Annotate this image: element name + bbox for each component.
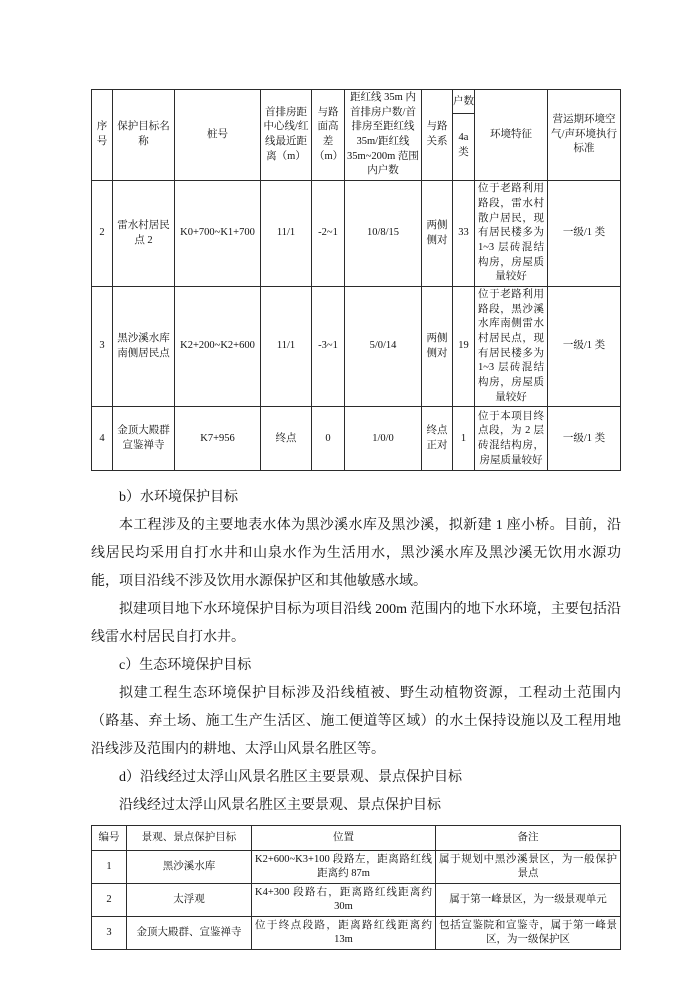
table-row bbox=[92, 884, 621, 917]
cell-stake: K0+700~K1+700 bbox=[175, 181, 261, 287]
header-seq: 序号 bbox=[92, 90, 113, 181]
cell-location: 位于终点段路，距离路红线距离约 13m bbox=[252, 917, 436, 950]
cell-location: K4+300 段路右，距离路红线距离约 30m bbox=[252, 884, 436, 917]
cell-location: K2+600~K3+100 段路左，距离路红线距离约 87m bbox=[252, 851, 436, 884]
cell-note: 属于第一峰景区，为一级景观单元 bbox=[436, 884, 621, 917]
header-target-name: 保护目标名称 bbox=[113, 90, 175, 181]
cell-seq: 1 bbox=[92, 851, 127, 884]
table-header-row bbox=[92, 826, 621, 851]
cell-seq: 3 bbox=[92, 917, 127, 950]
section-b-paragraph-2: 拟建项目地下水环境保护目标为项目沿线 200m 范围内的地下水环境，主要包括沿线雷水村居民自打水井。 bbox=[91, 602, 621, 646]
header-road-relation: 与路关系 bbox=[422, 90, 453, 181]
cell-households-detail: 10/8/15 bbox=[345, 181, 422, 287]
table-row bbox=[92, 851, 621, 884]
table-row bbox=[92, 286, 621, 407]
header-households-detail: 距红线 35m 内首排房户数/首排房至距红线 35m/距红线 35m~200m 范围内户数 bbox=[345, 90, 422, 181]
cell-stake: K2+200~K2+600 bbox=[175, 286, 261, 407]
cell-note: 包括宣鉴院和宣鉴寺，属于第一峰景区，为一级保护区 bbox=[436, 917, 621, 950]
cell-road-relation: 两侧侧对 bbox=[422, 181, 453, 287]
cell-standard: 一级/1 类 bbox=[548, 286, 621, 407]
cell-households-detail: 5/0/14 bbox=[345, 286, 422, 407]
table2-caption: 沿线经过太浮山风景名胜区主要景观、景点保护目标 bbox=[119, 798, 441, 814]
cell-first-row-distance: 11/1 bbox=[261, 286, 312, 407]
page-content bbox=[91, 89, 621, 950]
scenic-targets-table bbox=[91, 825, 621, 950]
cell-scenic-target: 金顶大殿群、宣鉴禅寺 bbox=[127, 917, 252, 950]
table-header-row bbox=[92, 90, 621, 181]
cell-target-name: 雷水村居民点 2 bbox=[113, 181, 175, 287]
header-env-feature: 环境特征 bbox=[475, 90, 548, 181]
cell-height-diff: -2~1 bbox=[312, 181, 345, 287]
table-row bbox=[92, 181, 621, 287]
cell-stake: K7+956 bbox=[175, 407, 261, 471]
header-location: 位置 bbox=[252, 826, 436, 851]
cell-first-row-distance: 11/1 bbox=[261, 181, 312, 287]
protection-targets-table bbox=[91, 89, 621, 471]
cell-standard: 一级/1 类 bbox=[548, 407, 621, 471]
section-b-paragraph-1: 本工程涉及的主要地表水体为黑沙溪水库及黑沙溪，拟新建 1 座小桥。目前，沿线居民均采用自打水井和山泉水作为生活用水，黑沙溪水库及黑沙溪无饮用水源功能，项目沿线不涉及饮用水源保护区和其他敏感水域。 bbox=[91, 518, 621, 590]
cell-road-relation: 两侧侧对 bbox=[422, 286, 453, 407]
header-first-row-distance: 首排房距中心线/红线最近距离（m） bbox=[261, 90, 312, 181]
cell-target-name: 黑沙溪水库南侧居民点 bbox=[113, 286, 175, 407]
cell-scenic-target: 太浮观 bbox=[127, 884, 252, 917]
cell-target-name: 金顶大殿群宣鉴禅寺 bbox=[113, 407, 175, 471]
cell-households-detail: 1/0/0 bbox=[345, 407, 422, 471]
table-row bbox=[92, 917, 621, 950]
cell-households: 1 bbox=[453, 407, 475, 471]
cell-seq: 2 bbox=[92, 181, 113, 287]
header-households: 户数 bbox=[453, 93, 474, 114]
cell-road-relation: 终点正对 bbox=[422, 407, 453, 471]
cell-seq: 2 bbox=[92, 884, 127, 917]
cell-households: 33 bbox=[453, 181, 475, 287]
cell-env-feature: 位于老路利用路段，雷水村散户居民，现有居民楼多为 1~3 层砖混结构房，房屋质量较好 bbox=[475, 181, 548, 287]
cell-height-diff: 0 bbox=[312, 407, 345, 471]
section-c-heading: c）生态环境保护目标 bbox=[119, 658, 252, 674]
cell-households: 19 bbox=[453, 286, 475, 407]
cell-env-feature: 位于老路利用路段，黑沙溪水库南侧雷水村居民点，现有居民楼多为 1~3 层砖混结构房，房屋质量较好 bbox=[475, 286, 548, 407]
section-c-paragraph-1: 拟建工程生态环境保护目标涉及沿线植被、野生动植物资源，工程动土范围内（路基、弃土场、施工生产生活区、施工便道等区域）的水土保持设施以及工程用地沿线涉及范围内的耕地、太浮山风景名胜区等。 bbox=[91, 686, 621, 758]
body-text bbox=[91, 484, 621, 820]
header-stake: 桩号 bbox=[175, 90, 261, 181]
header-scenic-target: 景观、景点保护目标 bbox=[127, 826, 252, 851]
header-seq: 编号 bbox=[92, 826, 127, 851]
cell-first-row-distance: 终点 bbox=[261, 407, 312, 471]
header-note: 备注 bbox=[436, 826, 621, 851]
cell-env-feature: 位于本项目终点段，为 2 层砖混结构房，房屋质量较好 bbox=[475, 407, 548, 471]
header-height-diff: 与路面高差（m） bbox=[312, 90, 345, 181]
cell-scenic-target: 黑沙溪水库 bbox=[127, 851, 252, 884]
cell-height-diff: -3~1 bbox=[312, 286, 345, 407]
cell-seq: 4 bbox=[92, 407, 113, 471]
table-row bbox=[92, 407, 621, 471]
header-standard: 营运期环境空气/声环境执行标准 bbox=[548, 90, 621, 181]
cell-seq: 3 bbox=[92, 286, 113, 407]
cell-note: 属于规划中黑沙溪景区，为一般保护景点 bbox=[436, 851, 621, 884]
section-b-heading: b）水环境保护目标 bbox=[119, 490, 238, 506]
header-households-cell bbox=[453, 90, 475, 181]
header-households-4a: 4a 类 bbox=[458, 131, 469, 158]
cell-standard: 一级/1 类 bbox=[548, 181, 621, 287]
section-d-heading: d）沿线经过太浮山风景名胜区主要景观、景点保护目标 bbox=[119, 770, 462, 786]
